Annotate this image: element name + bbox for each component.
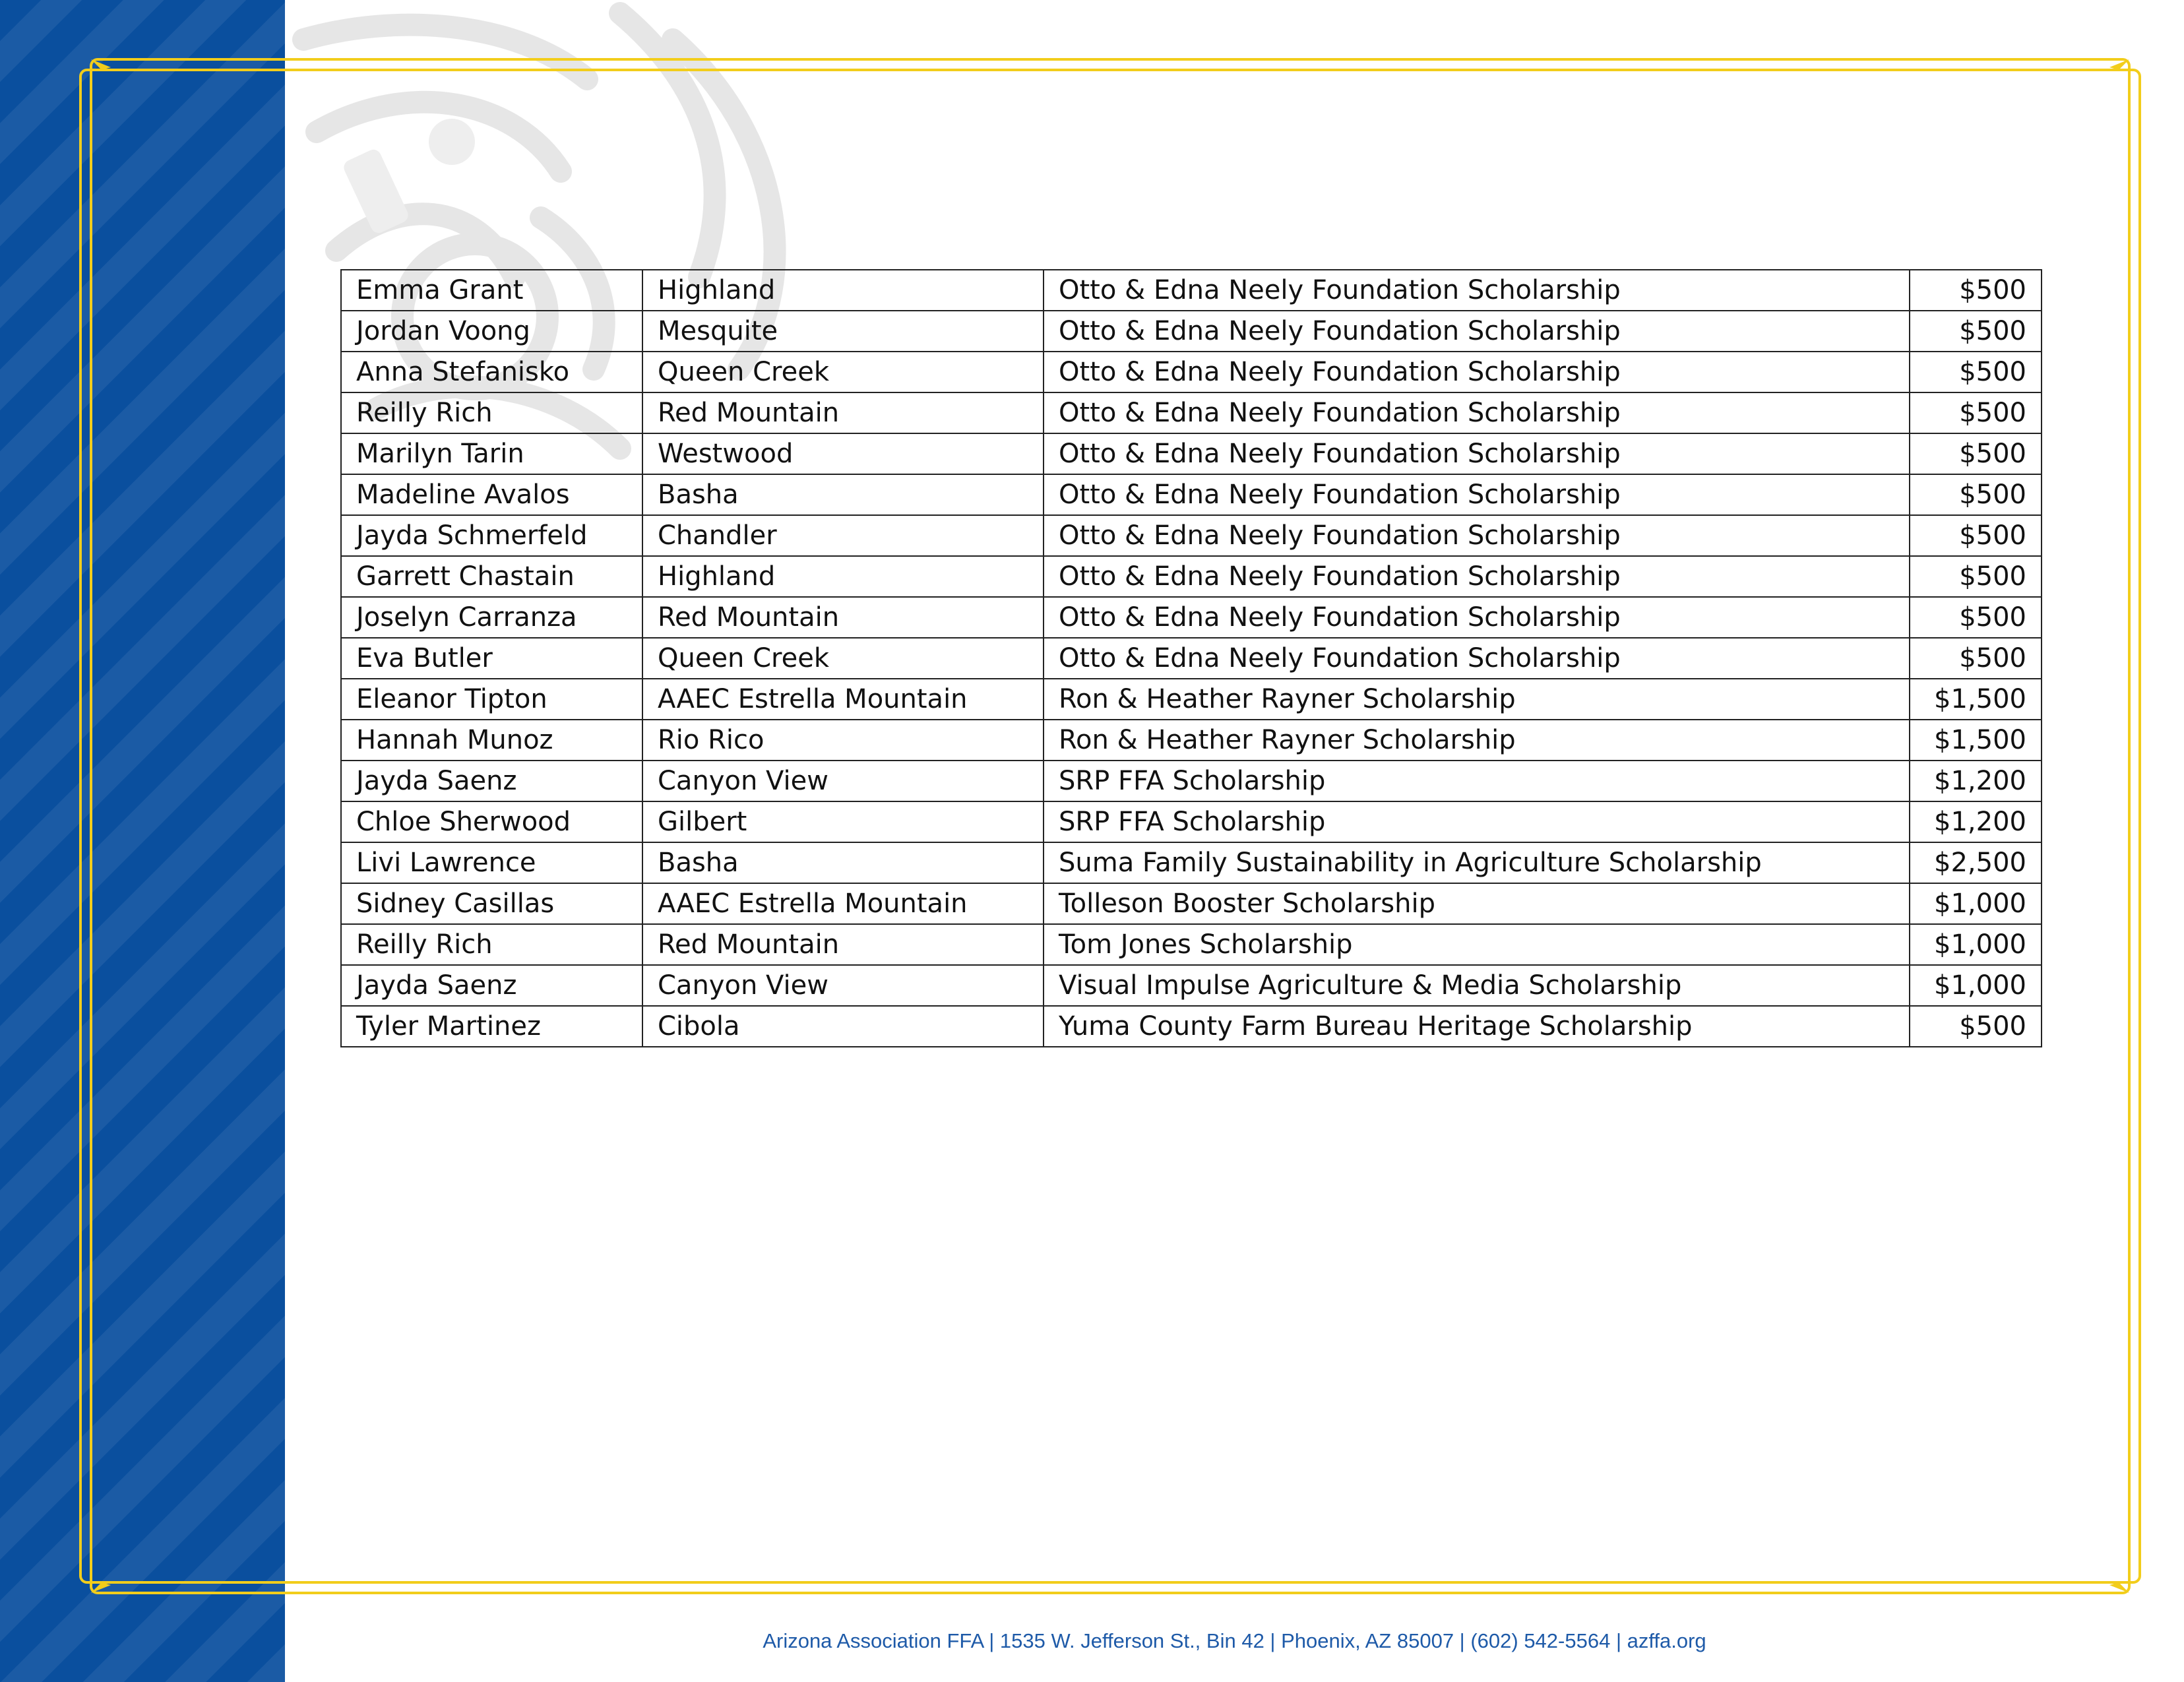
table-row — [341, 433, 2042, 474]
award-amount-cell: $500 — [1910, 311, 2042, 352]
recipient-name-cell: Sidney Casillas — [341, 883, 642, 924]
school-cell: Red Mountain — [642, 392, 1044, 433]
school-cell: Red Mountain — [642, 924, 1044, 965]
award-amount-cell: $500 — [1910, 474, 2042, 515]
table-row — [341, 965, 2042, 1006]
scholarship-name-cell: Visual Impulse Agriculture & Media Scholarship — [1044, 965, 1910, 1006]
school-cell: Westwood — [642, 433, 1044, 474]
scholarship-awards-table — [340, 269, 2042, 1047]
recipient-name-cell: Garrett Chastain — [341, 556, 642, 597]
scholarship-name-cell: Otto & Edna Neely Foundation Scholarship — [1044, 474, 1910, 515]
recipient-name-cell: Eleanor Tipton — [341, 679, 642, 720]
scholarship-name-cell: Otto & Edna Neely Foundation Scholarship — [1044, 638, 1910, 679]
school-cell: Cibola — [642, 1006, 1044, 1047]
school-cell: Rio Rico — [642, 720, 1044, 761]
recipient-name-cell: Jordan Voong — [341, 311, 642, 352]
recipient-name-cell: Tyler Martinez — [341, 1006, 642, 1047]
table-row — [341, 311, 2042, 352]
recipient-name-cell: Anna Stefanisko — [341, 352, 642, 392]
award-amount-cell: $1,500 — [1910, 679, 2042, 720]
table-row — [341, 883, 2042, 924]
table-row — [341, 392, 2042, 433]
award-amount-cell: $500 — [1910, 515, 2042, 556]
recipient-name-cell: Eva Butler — [341, 638, 642, 679]
table-row — [341, 556, 2042, 597]
scholarship-name-cell: SRP FFA Scholarship — [1044, 761, 1910, 801]
table-row — [341, 679, 2042, 720]
school-cell: Queen Creek — [642, 352, 1044, 392]
recipient-name-cell: Madeline Avalos — [341, 474, 642, 515]
table-row — [341, 801, 2042, 842]
recipient-name-cell: Joselyn Carranza — [341, 597, 642, 638]
recipient-name-cell: Jayda Saenz — [341, 965, 642, 1006]
award-amount-cell: $1,000 — [1910, 924, 2042, 965]
table-row — [341, 842, 2042, 883]
school-cell: Canyon View — [642, 761, 1044, 801]
recipient-name-cell: Jayda Schmerfeld — [341, 515, 642, 556]
school-cell: Chandler — [642, 515, 1044, 556]
scholarship-name-cell: Ron & Heather Rayner Scholarship — [1044, 679, 1910, 720]
table-row — [341, 474, 2042, 515]
school-cell: AAEC Estrella Mountain — [642, 679, 1044, 720]
scholarship-name-cell: Ron & Heather Rayner Scholarship — [1044, 720, 1910, 761]
scholarship-name-cell: Otto & Edna Neely Foundation Scholarship — [1044, 515, 1910, 556]
scholarship-name-cell: Otto & Edna Neely Foundation Scholarship — [1044, 556, 1910, 597]
recipient-name-cell: Chloe Sherwood — [341, 801, 642, 842]
award-amount-cell: $1,200 — [1910, 801, 2042, 842]
award-amount-cell: $500 — [1910, 270, 2042, 311]
award-table-body — [341, 270, 2042, 1047]
school-cell: Highland — [642, 556, 1044, 597]
award-amount-cell: $500 — [1910, 392, 2042, 433]
table-row — [341, 270, 2042, 311]
scholarship-name-cell: Otto & Edna Neely Foundation Scholarship — [1044, 597, 1910, 638]
school-cell: Gilbert — [642, 801, 1044, 842]
recipient-name-cell: Emma Grant — [341, 270, 642, 311]
scholarship-name-cell: Tom Jones Scholarship — [1044, 924, 1910, 965]
scholarship-name-cell: Otto & Edna Neely Foundation Scholarship — [1044, 392, 1910, 433]
scholarship-name-cell: Suma Family Sustainability in Agriculture Scholarship — [1044, 842, 1910, 883]
table-row — [341, 515, 2042, 556]
school-cell: Highland — [642, 270, 1044, 311]
recipient-name-cell: Livi Lawrence — [341, 842, 642, 883]
award-amount-cell: $500 — [1910, 433, 2042, 474]
award-amount-cell: $500 — [1910, 556, 2042, 597]
table-row — [341, 924, 2042, 965]
table-row — [341, 1006, 2042, 1047]
school-cell: Red Mountain — [642, 597, 1044, 638]
award-amount-cell: $500 — [1910, 638, 2042, 679]
recipient-name-cell: Jayda Saenz — [341, 761, 642, 801]
school-cell: Mesquite — [642, 311, 1044, 352]
scholarship-name-cell: Otto & Edna Neely Foundation Scholarship — [1044, 311, 1910, 352]
recipient-name-cell: Reilly Rich — [341, 924, 642, 965]
footer-contact-line: Arizona Association FFA | 1535 W. Jefferson St., Bin 42 | Phoenix, AZ 85007 | (602) 542-5564 | azffa.org — [763, 1629, 1706, 1652]
scholarship-name-cell: Otto & Edna Neely Foundation Scholarship — [1044, 352, 1910, 392]
award-amount-cell: $500 — [1910, 1006, 2042, 1047]
school-cell: Canyon View — [642, 965, 1044, 1006]
award-amount-cell: $1,500 — [1910, 720, 2042, 761]
school-cell: Queen Creek — [642, 638, 1044, 679]
table-row — [341, 638, 2042, 679]
recipient-name-cell: Marilyn Tarin — [341, 433, 642, 474]
recipient-name-cell: Reilly Rich — [341, 392, 642, 433]
recipient-name-cell: Hannah Munoz — [341, 720, 642, 761]
table-row — [341, 720, 2042, 761]
award-amount-cell: $1,000 — [1910, 883, 2042, 924]
scholarship-name-cell: SRP FFA Scholarship — [1044, 801, 1910, 842]
scholarship-name-cell: Otto & Edna Neely Foundation Scholarship — [1044, 433, 1910, 474]
school-cell: Basha — [642, 474, 1044, 515]
award-amount-cell: $1,200 — [1910, 761, 2042, 801]
award-amount-cell: $2,500 — [1910, 842, 2042, 883]
table-row — [341, 761, 2042, 801]
scholarship-name-cell: Otto & Edna Neely Foundation Scholarship — [1044, 270, 1910, 311]
scholarship-name-cell: Tolleson Booster Scholarship — [1044, 883, 1910, 924]
award-amount-cell: $500 — [1910, 597, 2042, 638]
table-row — [341, 352, 2042, 392]
school-cell: AAEC Estrella Mountain — [642, 883, 1044, 924]
table-row — [341, 597, 2042, 638]
school-cell: Basha — [642, 842, 1044, 883]
award-amount-cell: $500 — [1910, 352, 2042, 392]
scholarship-name-cell: Yuma County Farm Bureau Heritage Scholarship — [1044, 1006, 1910, 1047]
award-amount-cell: $1,000 — [1910, 965, 2042, 1006]
